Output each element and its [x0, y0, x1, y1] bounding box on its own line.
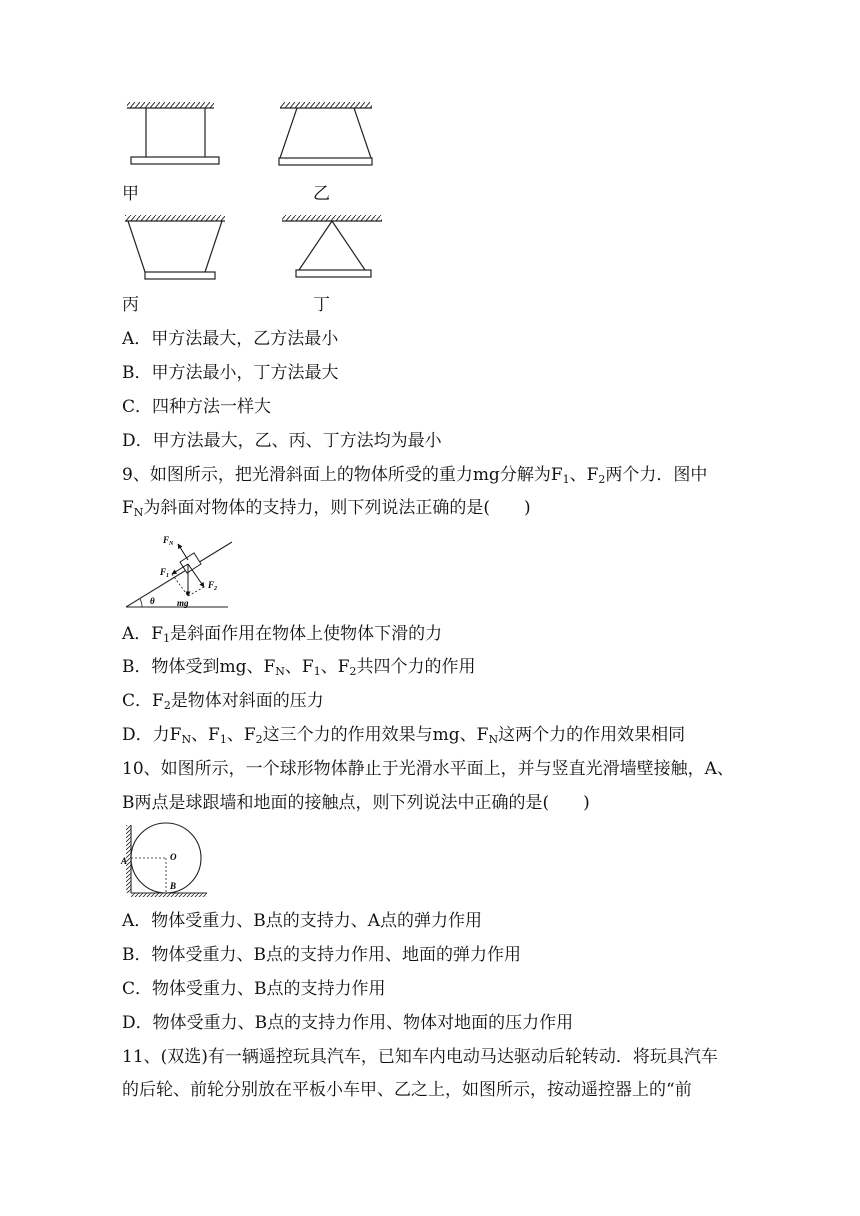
figure-label-yi: 乙 — [313, 184, 330, 204]
figure-jia — [127, 102, 219, 164]
q9-option-d: D．力$F_N$、$F_1$、$F_2$这三个力的作用效果与mg、$F_N$这两个力的作用效果相同 — [122, 725, 686, 746]
q9-option-b: B．物体受到mg、$F_N$、$F_1$、$F_2$共四个力的作用 — [122, 657, 476, 678]
figure-label-jia: 甲 — [122, 184, 139, 204]
point-b-label: B — [170, 881, 177, 891]
q11-stem-line2: 的后轮、前轮分别放在平板小车甲、乙之上，如图所示，按动遥控器上的“前 — [122, 1080, 692, 1100]
sphere-wall-figure — [118, 822, 210, 898]
theta-label: θ — [150, 596, 155, 606]
hanging-figures — [110, 90, 410, 290]
q9-stem-line1: 9、如图所示，把光滑斜面上的物体所受的重力mg分解为$F_1$、$F_2$两个力．图中 — [122, 465, 708, 486]
q10-stem-line1: 10、如图所示，一个球形物体静止于光滑水平面上，并与竖直光滑墙壁接触，A、 — [122, 759, 734, 779]
q8-option-d: D．甲方法最大，乙、丙、丁方法均为最小 — [122, 431, 442, 451]
point-o-label: O — [170, 852, 177, 862]
q8-option-a: A．甲方法最大，乙方法最小 — [122, 329, 339, 349]
figure-label-bing: 丙 — [122, 295, 139, 315]
point-a-label: A — [121, 856, 128, 866]
f1-label: $F_1$ — [160, 567, 170, 579]
q10-option-d: D．物体受重力、B点的支持力作用、物体对地面的压力作用 — [122, 1013, 574, 1033]
figure-ding — [282, 215, 382, 277]
figure-label-ding: 丁 — [313, 295, 330, 315]
fn-label: $F_N$ — [163, 535, 174, 547]
q9-stem-line2: $F_N$为斜面对物体的支持力，则下列说法正确的是( ) — [122, 498, 531, 519]
mg-label: mg — [177, 598, 189, 608]
q10-option-a: A．物体受重力、B点的支持力、A点的弹力作用 — [122, 911, 483, 931]
q8-option-c: C．四种方法一样大 — [122, 397, 272, 417]
q10-stem-line2: B两点是球跟墙和地面的接触点，则下列说法中正确的是( ) — [122, 793, 590, 813]
q10-option-b: B．物体受重力、B点的支持力作用、地面的弹力作用 — [122, 945, 521, 965]
figure-bing — [125, 215, 225, 279]
q8-option-b: B．甲方法最小，丁方法最大 — [122, 363, 339, 383]
q9-option-c: C．$F_2$是物体对斜面的压力 — [122, 691, 324, 712]
figure-yi — [279, 102, 372, 165]
q9-option-a: A．$F_1$是斜面作用在物体上使物体下滑的力 — [122, 624, 443, 645]
q11-stem-line1: 11、(双选)有一辆遥控玩具汽车，已知车内电动马达驱动后轮转动．将玩具汽车 — [122, 1047, 718, 1067]
q10-option-c: C．物体受重力、B点的支持力作用 — [122, 979, 386, 999]
f2-label: $F_2$ — [208, 580, 218, 592]
incline-figure — [120, 530, 235, 612]
